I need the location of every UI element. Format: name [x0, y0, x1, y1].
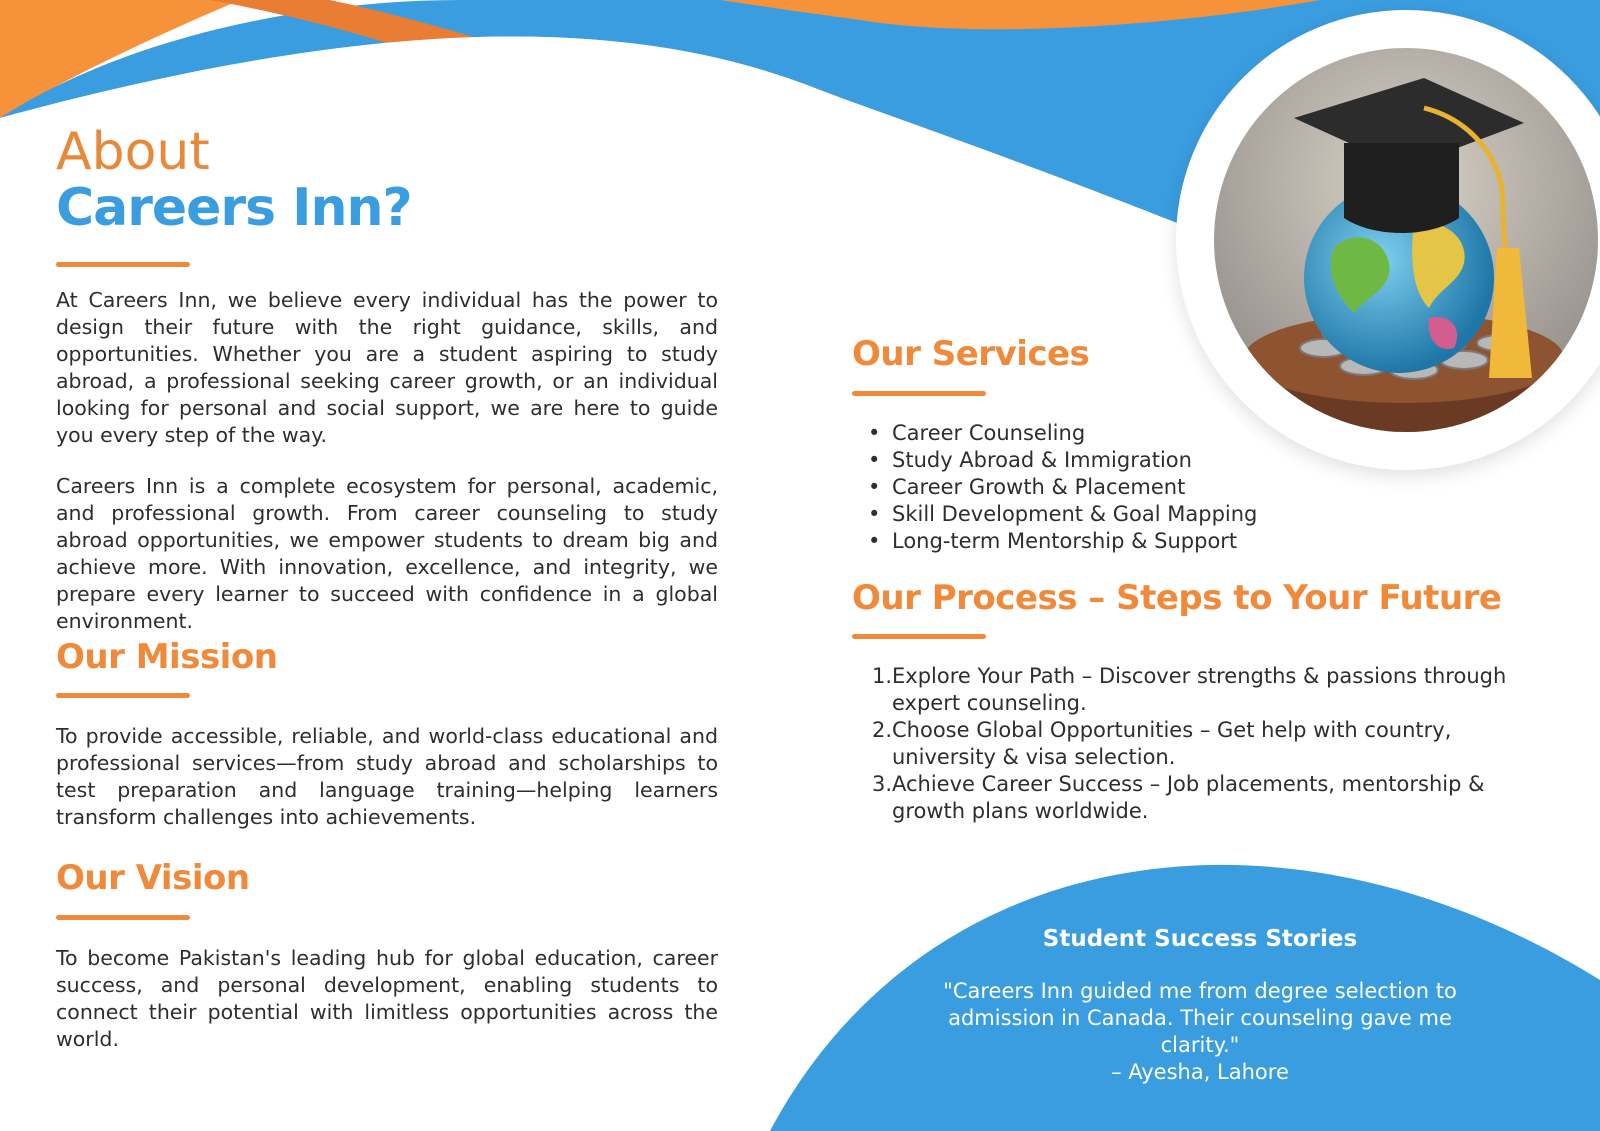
services-underline — [852, 391, 986, 396]
vision-title: Our Vision — [56, 858, 250, 898]
service-item — [852, 501, 1272, 528]
testimonial-title: Student Success Stories — [1042, 926, 1358, 952]
mission-title: Our Mission — [56, 637, 278, 677]
graduation-cap-icon — [1214, 48, 1598, 432]
service-item — [852, 474, 1272, 501]
process-step — [852, 663, 1512, 717]
step-number: 1. — [872, 664, 893, 688]
services-title: Our Services — [852, 334, 1090, 374]
bullet-icon: • — [868, 502, 881, 526]
about-underline — [56, 262, 190, 267]
step-number: 3. — [872, 772, 893, 796]
about-paragraph-2: Careers Inn is a complete ecosystem for personal, academic, and professional growth. From career counseling to study abroad opportunities, we empower students to dream big and achieve more. With innovation, excellence, and integrity, we prepare every learner to succeed with confidence in a global environment. — [56, 474, 718, 633]
step-text: Achieve Career Success – Job placements, mentorship & growth plans worldwide. — [892, 772, 1485, 823]
service-label: Career Counseling — [892, 421, 1086, 445]
process-steps — [852, 663, 1512, 825]
service-label: Skill Development & Goal Mapping — [892, 502, 1258, 526]
testimonial-author: – Ayesha, Lahore — [1111, 1060, 1289, 1084]
brand-title: Careers Inn? — [56, 178, 412, 238]
testimonial-quote: "Careers Inn guided me from degree selection to admission in Canada. Their counseling gave me clarity." — [943, 979, 1457, 1057]
mission-underline — [56, 693, 190, 698]
about-paragraph-1: At Careers Inn, we believe every individual has the power to design their future with the right guidance, skills, and opportunities. Whether you are a student aspiring to study abroad, a professional seeking career growth, or an individual looking for personal and social support, we are here to guide you every step of the way. — [56, 288, 718, 447]
service-item — [852, 528, 1272, 555]
service-item — [852, 420, 1272, 447]
service-label: Study Abroad & Immigration — [892, 448, 1192, 472]
bullet-icon: • — [868, 529, 881, 553]
bullet-icon: • — [868, 475, 881, 499]
process-underline — [852, 634, 986, 639]
bullet-icon: • — [868, 448, 881, 472]
process-title: Our Process – Steps to Your Future — [852, 578, 1502, 618]
graduation-globe-photo — [1214, 48, 1598, 432]
vision-underline — [56, 915, 190, 920]
step-number: 2. — [872, 718, 893, 742]
service-item — [852, 447, 1272, 474]
bullet-icon: • — [868, 421, 881, 445]
services-list — [852, 420, 1272, 555]
service-label: Career Growth & Placement — [892, 475, 1186, 499]
testimonial-block — [880, 978, 1520, 1086]
vision-text: To become Pakistan's leading hub for global education, career success, and personal development, enabling students to connect their potential with limitless opportunities across the world. — [56, 946, 718, 1051]
process-step — [852, 771, 1512, 825]
step-text: Explore Your Path – Discover strengths & passions through expert counseling. — [892, 664, 1507, 715]
mission-text: To provide accessible, reliable, and world-class educational and professional services—from study abroad and scholarships to test preparation and language training—helping learners transform challenges into achievements. — [56, 724, 718, 829]
step-text: Choose Global Opportunities – Get help with country, university & visa selection. — [892, 718, 1452, 769]
about-title: About — [56, 122, 210, 182]
process-step — [852, 717, 1512, 771]
service-label: Long-term Mentorship & Support — [892, 529, 1238, 553]
